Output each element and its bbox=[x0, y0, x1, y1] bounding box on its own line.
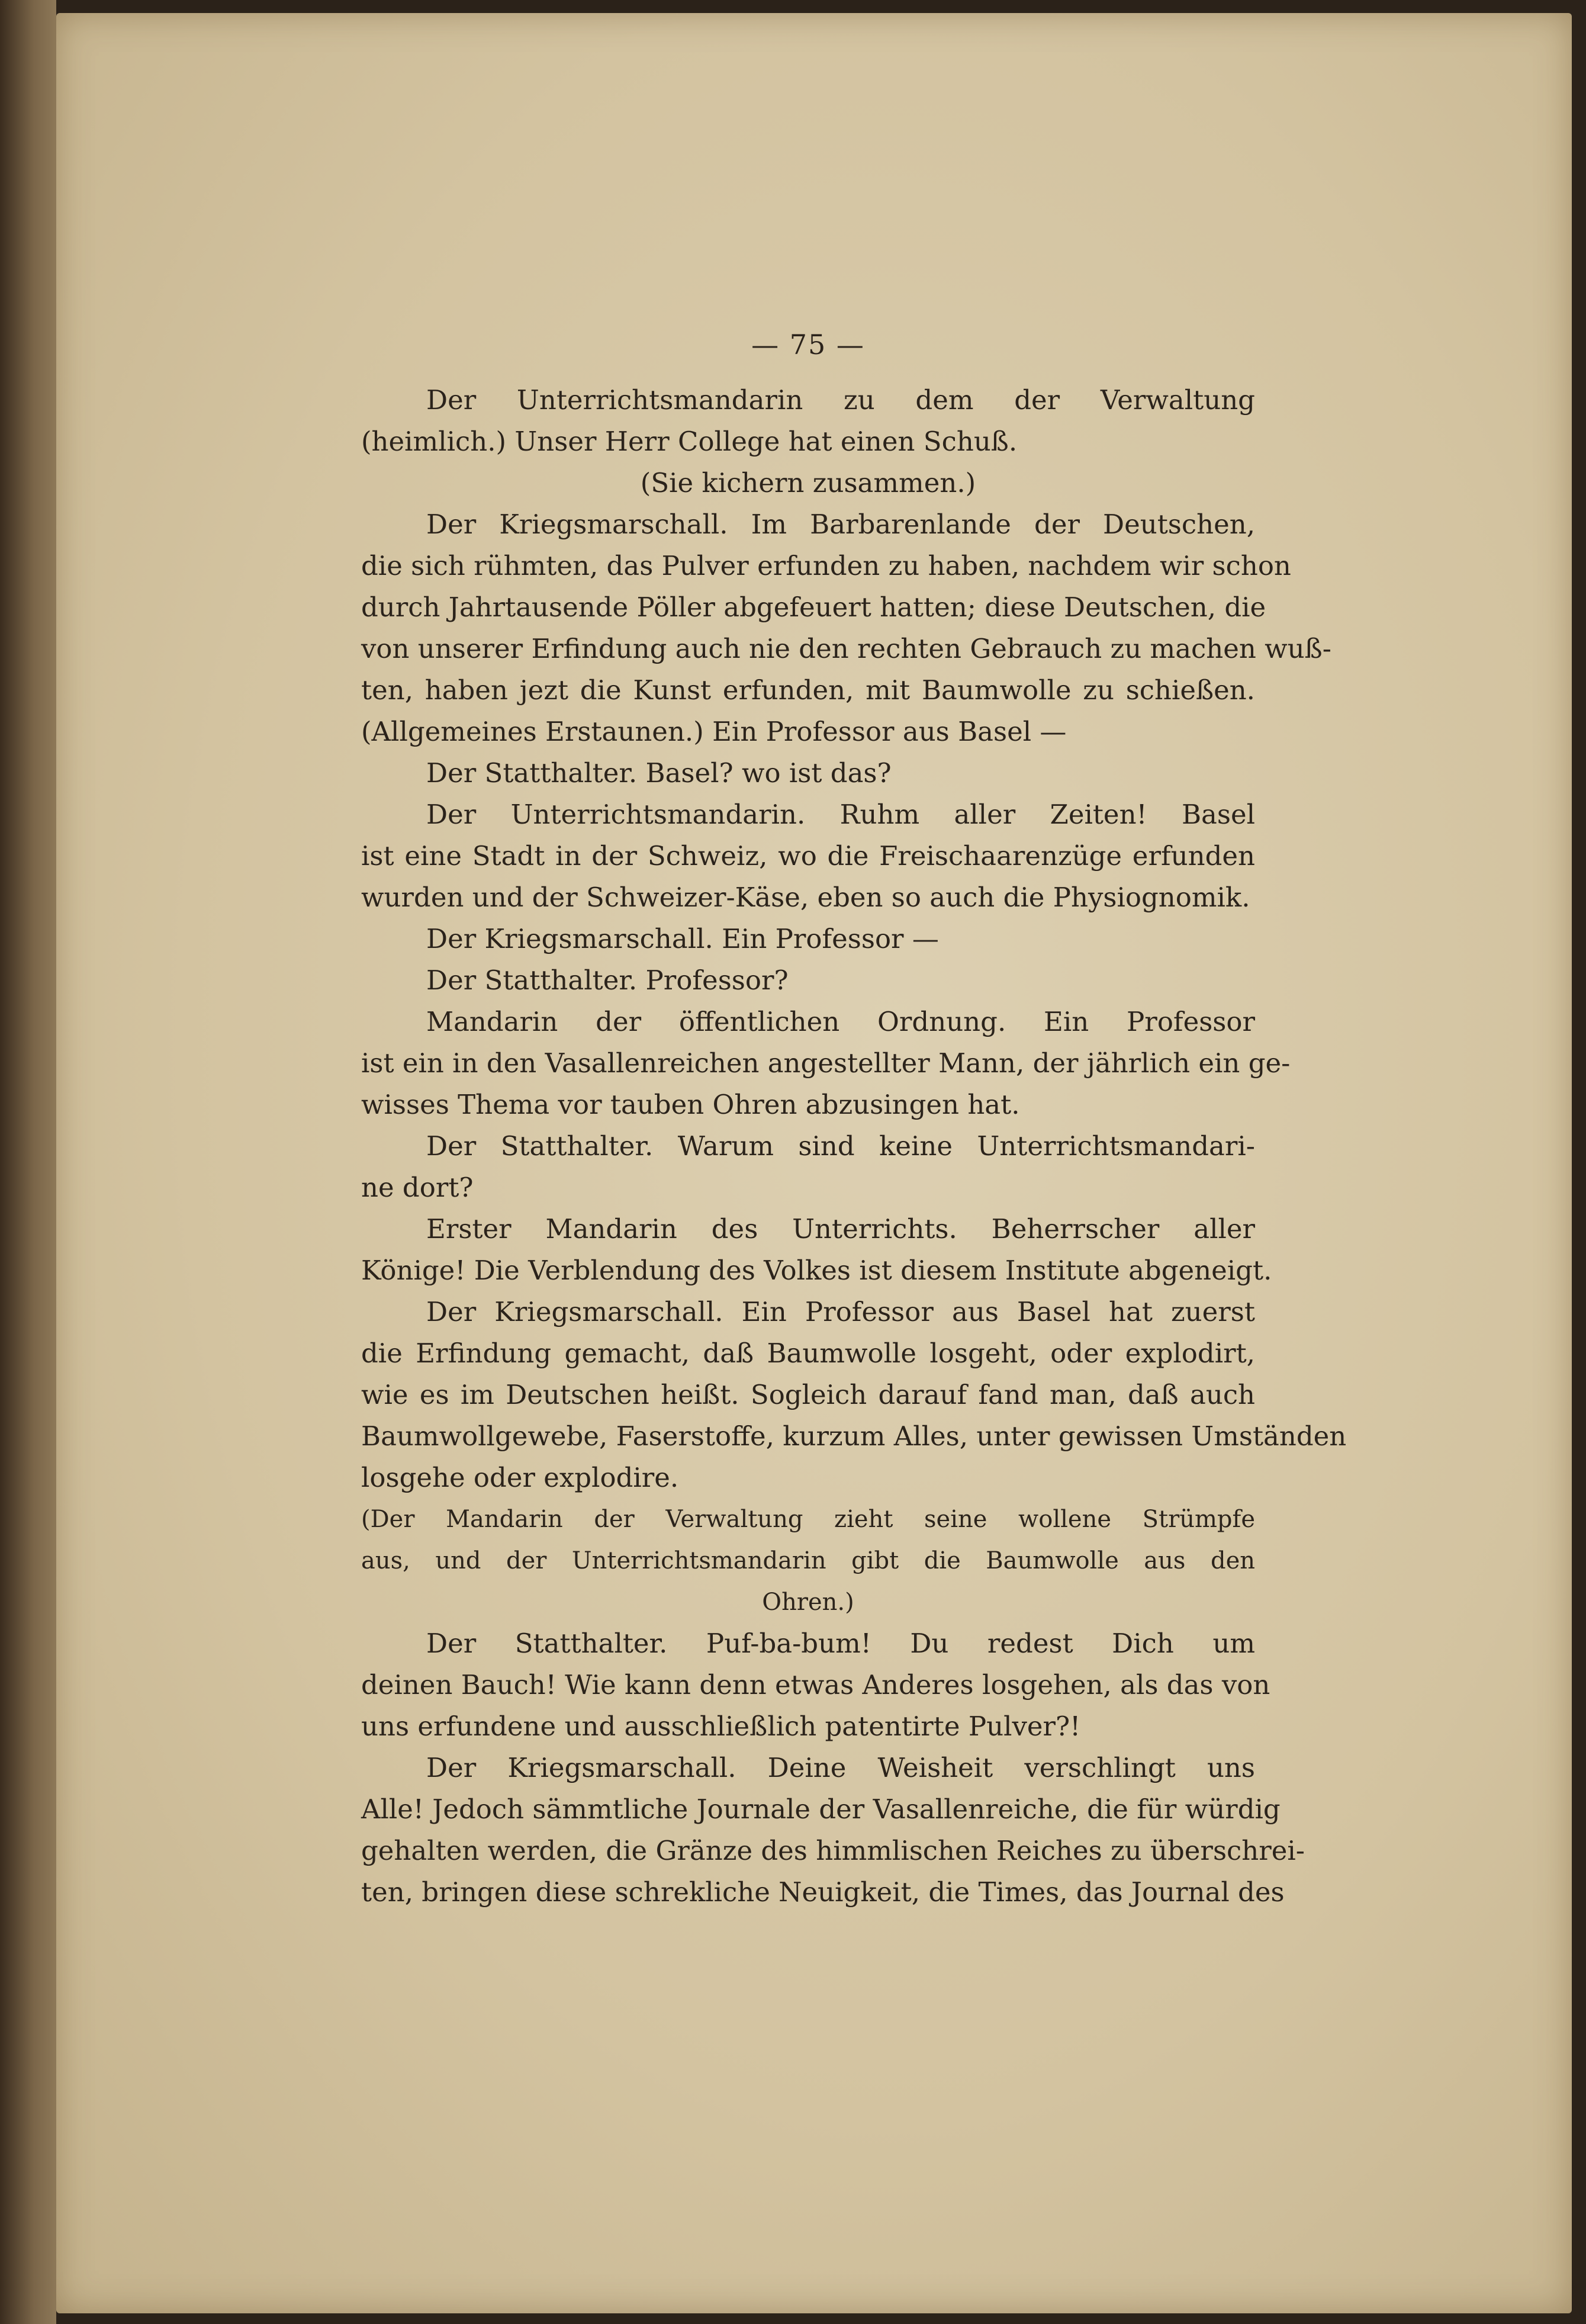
stage-direction: (Der Mandarin der Verwaltung zieht seine wollene Strümpfe bbox=[361, 1506, 1255, 1533]
text-line: Der Kriegsmarschall. Im Barbarenlande der Deutschen, bbox=[426, 509, 1255, 540]
stage-direction: Ohren.) bbox=[762, 1589, 854, 1616]
text-line: losgehe oder explodire. bbox=[361, 1462, 679, 1493]
facing-page-edge bbox=[0, 0, 56, 2324]
text-line: Mandarin der öffentlichen Ordnung. Ein Professor bbox=[426, 1006, 1255, 1037]
text-line: uns erfundene und ausschließlich patentirte Pulver?! bbox=[361, 1711, 1081, 1742]
text-line: ist ein in den Vasallenreichen angestellter Mann, der jährlich ein ge- bbox=[361, 1047, 1291, 1079]
text-line: (heimlich.) Unser Herr College hat einen Schuß. bbox=[361, 426, 1018, 457]
text-line: Der Unterrichtsmandarin zu dem der Verwaltung bbox=[426, 384, 1255, 416]
text-line: Der Statthalter. Basel? wo ist das? bbox=[426, 757, 892, 789]
text-line: ten, bringen diese schrekliche Neuigkeit, die Times, das Journal des bbox=[361, 1876, 1285, 1908]
text-line: die Erfindung gemacht, daß Baumwolle losgeht, oder explodirt, bbox=[361, 1338, 1255, 1369]
text-line: wisses Thema vor tauben Ohren abzusingen hat. bbox=[361, 1089, 1020, 1120]
text-line: Der Kriegsmarschall. Ein Professor — bbox=[426, 923, 939, 954]
text-line: Erster Mandarin des Unterrichts. Beherrscher aller bbox=[426, 1213, 1255, 1245]
text-line: wurden und der Schweizer-Käse, eben so auch die Physiognomik. bbox=[361, 882, 1250, 913]
text-line: die sich rühmten, das Pulver erfunden zu haben, nachdem wir schon bbox=[361, 550, 1291, 581]
text-line: Baumwollgewebe, Faserstoffe, kurzum Alles, unter gewissen Umständen bbox=[361, 1420, 1347, 1452]
text-line: Könige! Die Verblendung des Volkes ist diesem Institute abgeneigt. bbox=[361, 1255, 1272, 1286]
text-line: ist eine Stadt in der Schweiz, wo die Freischaarenzüge erfunden bbox=[361, 840, 1255, 872]
text-line: Der Statthalter. Warum sind keine Unterrichtsmandari- bbox=[426, 1130, 1255, 1162]
text-line: ten, haben jezt die Kunst erfunden, mit Baumwolle zu schießen. bbox=[361, 674, 1255, 706]
page-number: — 75 — bbox=[751, 329, 865, 361]
text-line: von unserer Erfindung auch nie den rechten Gebrauch zu machen wuß- bbox=[361, 633, 1331, 664]
text-line: durch Jahrtausende Pöller abgefeuert hatten; diese Deutschen, die bbox=[361, 592, 1266, 623]
text-line: Der Statthalter. Puf-ba-bum! Du redest Dich um bbox=[426, 1628, 1255, 1659]
text-line: Der Kriegsmarschall. Ein Professor aus Basel hat zuerst bbox=[426, 1296, 1255, 1327]
text-line: Der Kriegsmarschall. Deine Weisheit verschlingt uns bbox=[426, 1752, 1255, 1783]
text-line: gehalten werden, die Gränze des himmlischen Reiches zu überschrei- bbox=[361, 1835, 1305, 1866]
text-line: Der Unterrichtsmandarin. Ruhm aller Zeiten! Basel bbox=[426, 799, 1255, 830]
text-line: (Allgemeines Erstaunen.) Ein Professor aus Basel — bbox=[361, 716, 1067, 747]
text-line: Alle! Jedoch sämmtliche Journale der Vasallenreiche, die für würdig bbox=[361, 1793, 1281, 1825]
text-line: Der Statthalter. Professor? bbox=[426, 965, 789, 996]
page-text bbox=[361, 329, 1347, 1913]
text-line: ne dort? bbox=[361, 1172, 474, 1203]
text-line: wie es im Deutschen heißt. Sogleich darauf fand man, daß auch bbox=[361, 1379, 1255, 1410]
stage-direction: aus, und der Unterrichtsmandarin gibt die Baumwolle aus den bbox=[361, 1547, 1255, 1574]
text-line: deinen Bauch! Wie kann denn etwas Anderes losgehen, als das von bbox=[361, 1669, 1270, 1701]
stage-direction: (Sie kichern zusammen.) bbox=[640, 467, 976, 499]
